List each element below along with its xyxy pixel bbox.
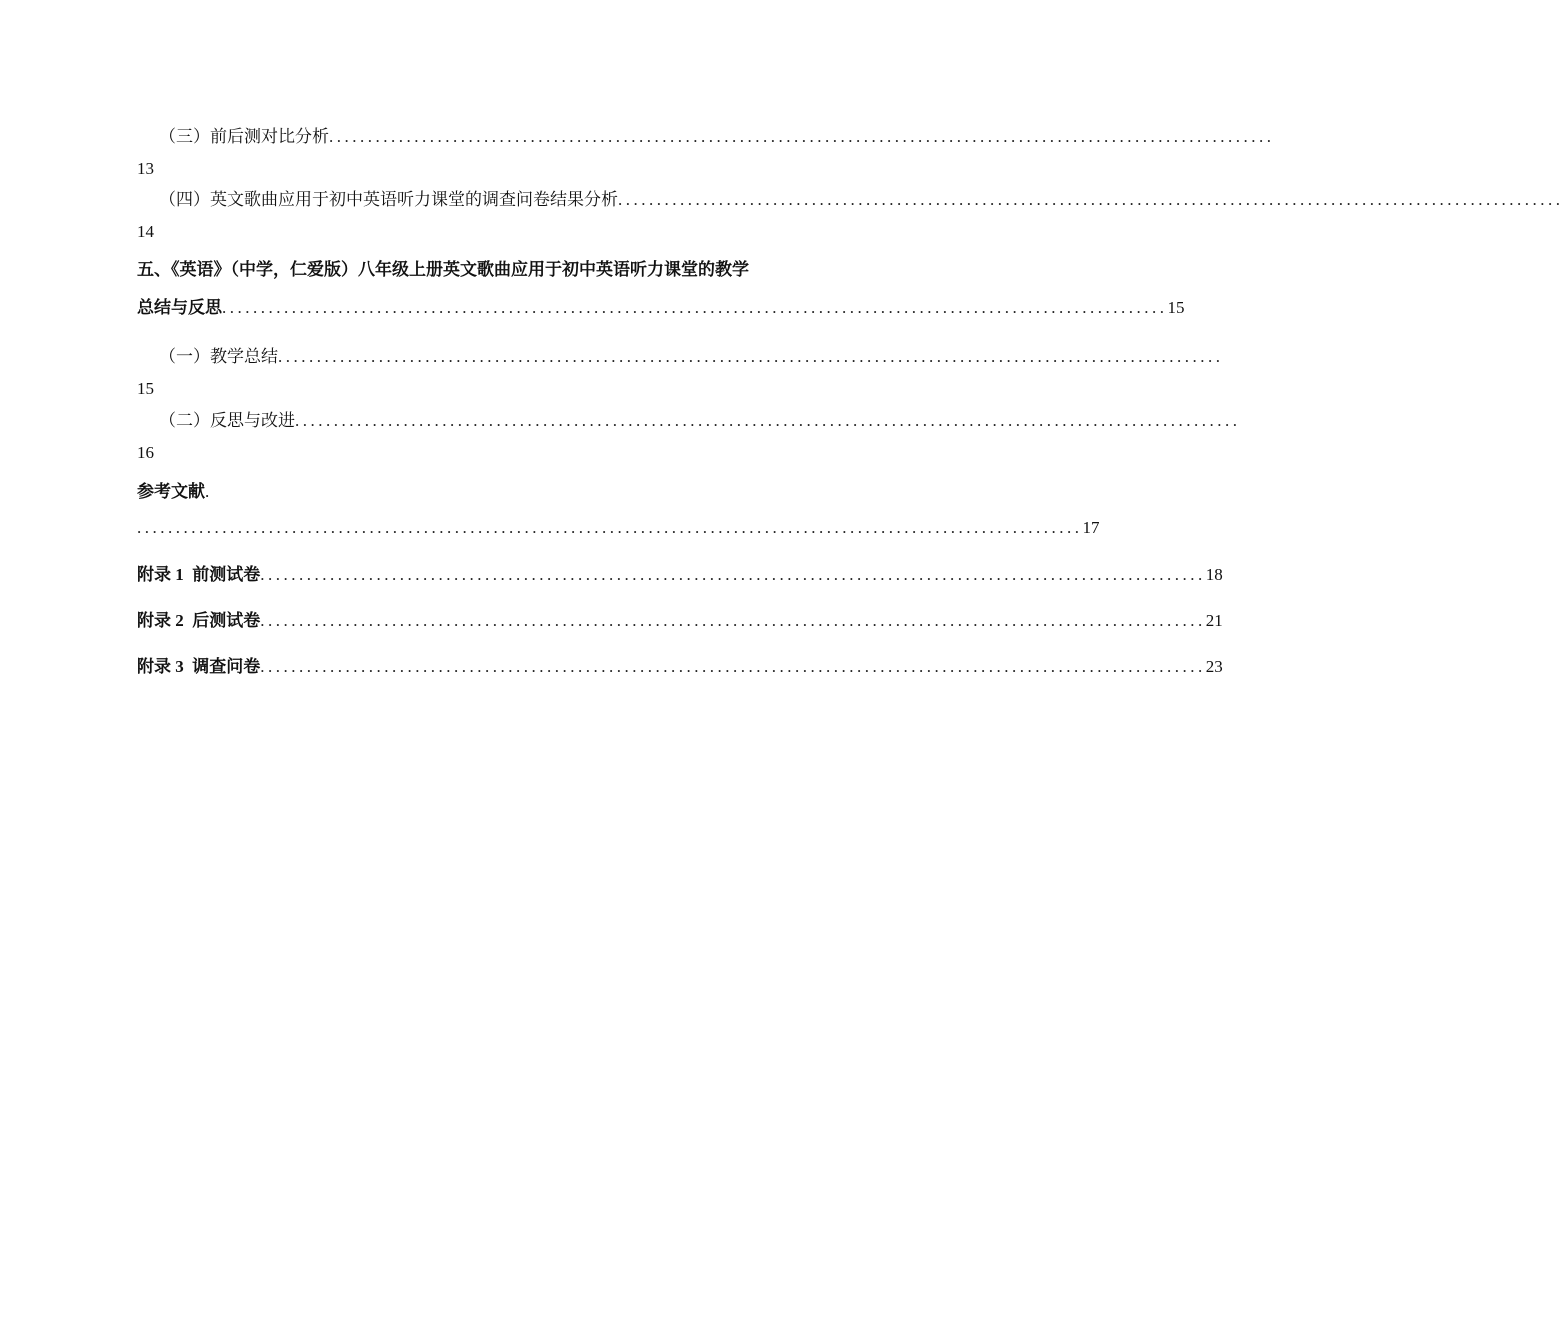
toc-entry-reflection[interactable] bbox=[137, 409, 1241, 433]
toc-entry-label: （三）前后测对比分析 bbox=[159, 127, 329, 146]
toc-leader-dots: .......................................................................................................................... bbox=[295, 411, 1241, 430]
toc-entry-label: 参考文献 bbox=[137, 482, 205, 501]
toc-entry-label: 附录 2 后测试卷 bbox=[137, 611, 261, 630]
toc-page-number: 16 bbox=[137, 443, 154, 462]
toc-page-number: 13 bbox=[137, 159, 154, 178]
toc-entry-pre-post-comparison[interactable] bbox=[137, 125, 1275, 149]
toc-page-number: 14 bbox=[137, 222, 154, 241]
toc-entry-label: （四）英文歌曲应用于初中英语听力课堂的调查问卷结果分析 bbox=[159, 190, 618, 209]
toc-page-number: 21 bbox=[1205, 611, 1223, 630]
toc-entry-label: （二）反思与改进 bbox=[159, 411, 295, 430]
toc-entry-survey-analysis[interactable] bbox=[137, 188, 1564, 212]
toc-entry-label: 总结与反思 bbox=[137, 298, 222, 317]
toc-leader-dots: .......................................................................................................................... bbox=[260, 565, 1206, 584]
toc-leader-dots: .......................................................................................................................... bbox=[618, 190, 1564, 209]
toc-page-number: 17 bbox=[1082, 518, 1100, 537]
toc-page-number: 18 bbox=[1205, 565, 1223, 584]
toc-entry-appendix-3[interactable] bbox=[137, 655, 1223, 679]
toc-entry-label: 附录 1 前测试卷 bbox=[137, 565, 261, 584]
toc-page-number: 15 bbox=[137, 379, 154, 398]
toc-entry-references-leader bbox=[137, 516, 1100, 540]
toc-leader-dots: .......................................................................................................................... bbox=[137, 518, 1083, 537]
toc-leader-dots: .......................................................................................................................... bbox=[260, 611, 1206, 630]
toc-page-number: 15 bbox=[1167, 298, 1185, 317]
toc-leader-dots: .......................................................................................................................... bbox=[329, 127, 1275, 146]
toc-leader-dots: .......................................................................................................................... bbox=[278, 347, 1224, 366]
toc-leader-dots: .......................................................................................................................... bbox=[260, 657, 1206, 676]
toc-entry-label: （一）教学总结 bbox=[159, 347, 278, 366]
toc-chapter-five-line1[interactable]: 五、《英语》（中学，仁爱版）八年级上册英文歌曲应用于初中英语听力课堂的教学 bbox=[137, 260, 749, 279]
toc-entry-appendix-2[interactable] bbox=[137, 609, 1223, 633]
toc-entry-appendix-1[interactable] bbox=[137, 563, 1223, 587]
toc-chapter-five-line2[interactable] bbox=[137, 296, 1185, 320]
toc-leader-dot: . bbox=[205, 482, 210, 501]
toc-entry-teaching-summary[interactable] bbox=[137, 345, 1224, 369]
toc-entry-label: 附录 3 调查问卷 bbox=[137, 657, 261, 676]
toc-entry-references[interactable] bbox=[137, 480, 859, 504]
toc-leader-dots: .......................................................................................................................... bbox=[222, 298, 1168, 317]
toc-page-number: 23 bbox=[1205, 657, 1223, 676]
